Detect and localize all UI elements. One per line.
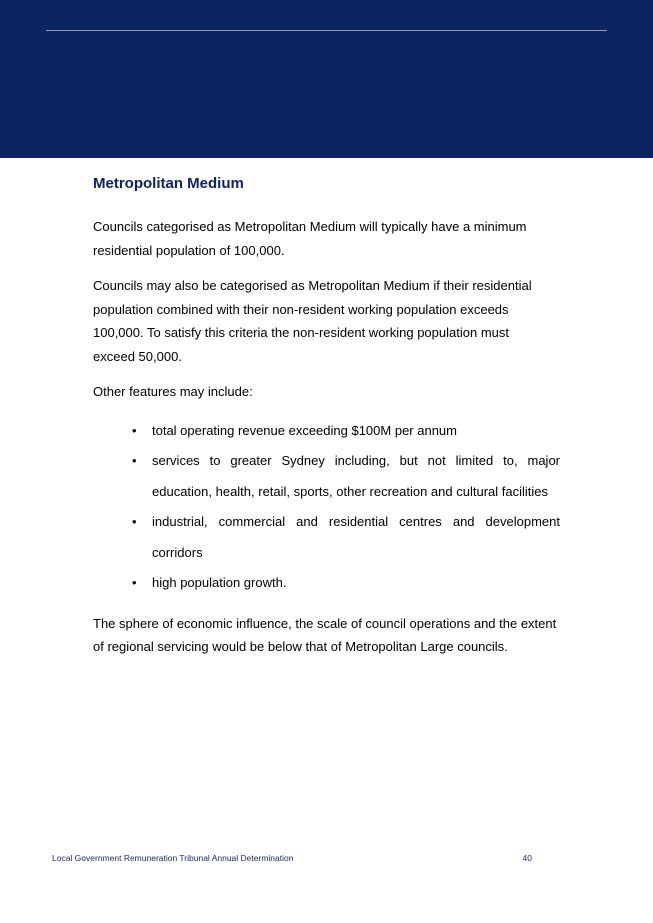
section-heading: Metropolitan Medium — [93, 175, 244, 192]
footer-title: Local Government Remuneration Tribunal Annual Determination — [52, 853, 294, 863]
bullet-icon: • — [132, 575, 137, 590]
header-banner — [0, 0, 653, 158]
list-item — [93, 568, 560, 599]
list-item — [93, 507, 560, 568]
banner-divider — [46, 30, 607, 31]
bullet-icon: • — [132, 453, 137, 468]
list-item — [93, 416, 560, 447]
paragraph-other-features: Other features may include: — [93, 384, 253, 399]
list-item-text: industrial, commercial and residential centres and development corridors — [152, 514, 560, 560]
features-list — [93, 416, 560, 599]
list-item-text: services to greater Sydney including, but not limited to, major education, health, retail, sports, other recreation and cultural facilities — [152, 453, 560, 499]
paragraph-closing: The sphere of economic influence, the scale of council operations and the extent of regional servicing would be below that of Metropolitan Large councils. — [93, 615, 557, 654]
list-item — [93, 446, 560, 507]
bullet-icon: • — [132, 422, 137, 438]
page-footer — [52, 853, 532, 867]
list-item-text: high population growth. — [152, 575, 287, 590]
list-item-text: total operating revenue exceeding $100M per annum — [152, 422, 457, 438]
bullet-icon: • — [132, 514, 137, 529]
page-number: 40 — [522, 853, 532, 863]
paragraph-minimum-population: Councils categorised as Metropolitan Medium will typically have a minimum residential population of 100,000. — [93, 219, 527, 258]
page-content — [93, 172, 560, 671]
paragraph-non-resident-population: Councils may also be categorised as Metropolitan Medium if their residential population combined with their non-resident working population exceeds 100,000. To satisfy this criteria the non-resident working population must exceed 50,000. — [93, 278, 532, 364]
